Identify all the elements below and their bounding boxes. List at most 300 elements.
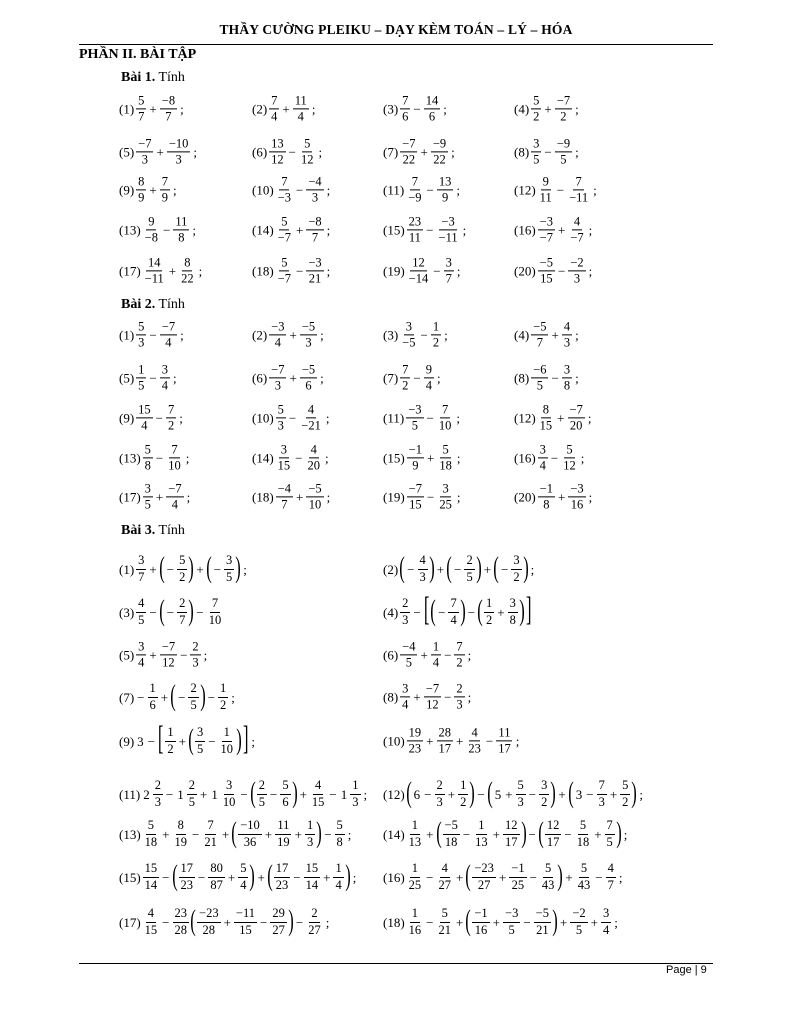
separator: ; [347, 826, 352, 842]
numerator: −3 [439, 215, 456, 230]
exercise-number: (13) [119, 826, 141, 842]
fraction [575, 819, 592, 848]
exercise-number: (16) [514, 450, 536, 466]
fraction [437, 443, 454, 472]
denominator: −7 [277, 230, 291, 245]
bai1-expression [119, 137, 199, 166]
bai2-expression [119, 403, 185, 432]
bai1-expression [383, 215, 468, 244]
denominator: 5 [196, 741, 204, 756]
parenthesis: ) [459, 594, 466, 627]
denominator: 5 [405, 655, 412, 670]
section-text: Tính [155, 70, 185, 85]
denominator: 2 [432, 335, 440, 350]
fraction [218, 682, 228, 711]
denominator: 25 [408, 877, 422, 892]
separator: ; [437, 370, 441, 386]
numerator: 23 [407, 215, 424, 230]
denominator: −7 [277, 271, 291, 286]
numerator: 1 [410, 862, 420, 877]
exercise-number: (10) [252, 410, 274, 426]
operator: + [155, 489, 164, 505]
fraction [400, 137, 417, 166]
numerator: 2 [257, 779, 267, 794]
parenthesis: ( [446, 551, 452, 584]
operator: + [447, 786, 456, 802]
exercise-number: (18) [252, 489, 274, 505]
numerator: −11 [234, 907, 257, 922]
numerator: 5 [531, 94, 541, 109]
separator: ; [443, 101, 447, 117]
fraction [165, 726, 175, 755]
exercise-number: (16) [514, 222, 536, 238]
numerator: −2 [568, 256, 585, 271]
fraction [179, 862, 196, 891]
numerator: −6 [531, 363, 548, 378]
fraction [136, 640, 146, 669]
denominator: 7 [165, 109, 172, 124]
separator: ; [311, 101, 316, 117]
denominator: 14 [305, 877, 319, 892]
numerator: 2 [187, 779, 197, 794]
exercise-number: (9) [119, 182, 135, 198]
bai1-expression [119, 215, 198, 244]
fraction [444, 256, 454, 285]
fraction [601, 907, 611, 936]
numerator: 5 [579, 862, 589, 877]
numerator: 5 [276, 403, 286, 418]
denominator: 8 [144, 458, 151, 473]
operator: − [288, 410, 297, 426]
fraction [136, 554, 146, 583]
numerator: 15 [143, 862, 160, 877]
exercise-number: (14) [252, 450, 274, 466]
numerator: −2 [570, 907, 587, 922]
operator: − [149, 327, 157, 343]
bai2-expression [252, 443, 331, 472]
numerator: 5 [136, 320, 146, 335]
fraction [269, 137, 286, 166]
operator: − [420, 327, 428, 343]
parenthesis: ) [552, 904, 558, 937]
fraction [538, 443, 548, 472]
fraction [407, 482, 424, 511]
numerator: 13 [437, 175, 454, 190]
bai1-expression [252, 256, 332, 285]
denominator: 5 [575, 922, 583, 937]
denominator: −8 [144, 230, 158, 245]
fraction [275, 819, 292, 848]
denominator: 15 [540, 271, 553, 286]
numerator: 1 [410, 819, 420, 834]
exercise-number: (6) [252, 370, 268, 386]
numerator: 3 [279, 443, 289, 458]
denominator: 21 [204, 834, 217, 849]
numerator: −5 [300, 363, 317, 378]
separator: ; [180, 327, 184, 343]
denominator: −5 [402, 335, 416, 350]
operator: − [192, 826, 200, 842]
numerator: 9 [541, 175, 551, 190]
exercise-number: (5) [119, 144, 135, 160]
numerator: 2 [400, 597, 410, 612]
exercise-number: (5) [119, 370, 135, 386]
denominator: −7 [570, 230, 584, 245]
denominator: 4 [425, 378, 433, 393]
parenthesis: ) [557, 859, 564, 892]
operator: − [462, 826, 471, 842]
denominator: 14 [144, 877, 158, 892]
denominator: 3 [436, 794, 443, 809]
parenthesis: ( [486, 776, 493, 809]
bai3-expression [119, 859, 358, 892]
bai3-expression [119, 594, 224, 627]
denominator: 43 [541, 877, 555, 892]
operator: − [178, 689, 186, 705]
operator: + [221, 826, 230, 842]
fraction [276, 403, 286, 432]
parenthesis: ) [475, 551, 482, 584]
denominator: 3 [419, 569, 426, 584]
separator: ; [318, 144, 323, 160]
parenthesis: ( [465, 859, 472, 892]
fraction [407, 862, 424, 891]
denominator: 3 [175, 152, 182, 167]
numerator: 3 [160, 363, 170, 378]
separator: ; [363, 786, 368, 802]
denominator: 9 [441, 190, 449, 205]
fraction [576, 862, 593, 891]
operator: + [227, 869, 236, 885]
operator: + [557, 222, 566, 238]
integer: 6 [413, 786, 421, 802]
operator: + [295, 222, 304, 238]
parenthesis: ) [236, 723, 242, 756]
numerator: 7 [169, 443, 179, 458]
bai2-expression [119, 320, 186, 349]
denominator: 15 [311, 794, 325, 809]
fraction [304, 862, 321, 891]
operator: − [166, 604, 175, 620]
denominator: 7 [138, 569, 145, 584]
denominator: 4 [138, 655, 145, 670]
bai1-expression [383, 137, 457, 166]
bai3-expression [383, 726, 521, 755]
fraction [143, 256, 166, 285]
denominator: 6 [402, 109, 409, 124]
fraction [153, 779, 163, 808]
denominator: 43 [577, 877, 591, 892]
numerator: 11 [275, 819, 291, 834]
fraction [143, 862, 160, 891]
fraction [472, 907, 489, 936]
fraction [606, 862, 616, 891]
parenthesis: ( [465, 904, 472, 937]
fraction [136, 175, 146, 204]
exercise-number: (5) [119, 647, 135, 663]
denominator: 27 [308, 922, 321, 937]
fraction [407, 907, 424, 936]
parenthesis: ( [190, 904, 196, 937]
fraction [437, 482, 454, 511]
numerator: −1 [509, 862, 526, 877]
bai2-expression [119, 363, 179, 392]
denominator: 2 [541, 794, 548, 809]
bai3-expression [119, 720, 257, 758]
numerator: 1 [165, 726, 175, 741]
fraction [531, 94, 541, 123]
denominator: 12 [426, 697, 439, 712]
denominator: 7 [607, 877, 614, 892]
operator: + [149, 182, 157, 198]
denominator: 6 [428, 109, 436, 124]
denominator: 3 [141, 152, 148, 167]
integer: 2 [143, 786, 150, 802]
numerator: 3 [195, 726, 205, 741]
fraction [531, 137, 541, 166]
separator: ; [575, 144, 579, 160]
fraction [555, 137, 572, 166]
operator: + [456, 733, 464, 749]
numerator: 3 [511, 554, 521, 569]
fraction [448, 597, 458, 626]
denominator: 5 [508, 922, 515, 937]
fraction [407, 726, 424, 755]
denominator: 4 [602, 922, 610, 937]
bracket: [ [157, 720, 164, 757]
fraction [443, 819, 460, 848]
fraction [143, 819, 160, 848]
operator: − [162, 869, 170, 885]
operator: + [594, 826, 602, 842]
operator: + [609, 786, 618, 802]
numerator: 2 [454, 682, 464, 697]
operator: − [198, 869, 206, 885]
numerator: 13 [269, 137, 286, 152]
denominator: 3 [192, 655, 199, 670]
fraction [167, 137, 191, 166]
bai2-expression [252, 482, 332, 511]
operator: − [295, 450, 303, 466]
fraction [531, 363, 548, 392]
operator: + [420, 647, 428, 663]
denominator: 7 [445, 271, 452, 286]
numerator: 9 [146, 215, 156, 230]
parenthesis: ) [631, 776, 638, 809]
fraction [540, 862, 557, 891]
numerator: 5 [440, 443, 450, 458]
bai3-expression [383, 640, 473, 669]
parenthesis: ) [199, 679, 206, 712]
numerator: 1 [136, 363, 146, 378]
denominator: 3 [277, 418, 284, 433]
operator: − [180, 647, 188, 663]
denominator: 21 [308, 271, 322, 286]
numerator: −8 [160, 94, 177, 109]
denominator: 17 [498, 741, 511, 756]
numerator: −4 [276, 482, 293, 497]
numerator: 4 [469, 726, 479, 741]
numerator: 3 [531, 137, 541, 152]
numerator: 3 [601, 907, 611, 922]
bai2-expression [514, 363, 581, 392]
bai2-expression [514, 482, 594, 511]
fraction [568, 256, 585, 285]
numerator: 2 [464, 554, 474, 569]
fraction [538, 175, 554, 204]
parenthesis: ) [616, 816, 622, 849]
numerator: 9 [424, 363, 434, 378]
bai3-expression [383, 904, 620, 937]
denominator: 12 [301, 152, 314, 167]
numerator: 3 [400, 682, 410, 697]
exercise-number: (8) [383, 689, 399, 705]
bracket: ] [525, 591, 532, 628]
exercise-number: (17) [119, 263, 141, 279]
fraction [538, 215, 555, 244]
operator: + [223, 914, 231, 930]
bai2-expression [252, 320, 326, 349]
operator: + [558, 786, 566, 802]
numerator: −3 [503, 907, 520, 922]
fraction [458, 779, 468, 808]
exercise-number: (1) [119, 561, 135, 577]
denominator: −11 [569, 190, 589, 205]
fraction [143, 482, 153, 511]
numerator: 5 [280, 779, 290, 794]
numerator: −7 [424, 682, 441, 697]
operator: + [544, 101, 552, 117]
fraction [202, 819, 219, 848]
parenthesis: ) [188, 594, 195, 627]
fraction [437, 907, 454, 936]
fraction [160, 320, 177, 349]
numerator: 8 [541, 403, 551, 418]
numerator: 2 [309, 907, 319, 922]
fraction [238, 819, 262, 848]
fraction [136, 403, 153, 432]
denominator: 23 [180, 877, 194, 892]
denominator: 5 [466, 569, 473, 584]
parenthesis: ( [159, 551, 165, 584]
separator: ; [203, 647, 208, 663]
denominator: 5 [190, 697, 197, 712]
separator: ; [198, 263, 203, 279]
denominator: 20 [307, 458, 321, 473]
exercise-number: (15) [383, 222, 405, 238]
operator: + [505, 786, 513, 802]
separator: ; [179, 410, 183, 426]
fraction [350, 779, 360, 808]
exercise-number: (2) [252, 101, 268, 117]
numerator: 7 [410, 175, 420, 190]
denominator: −3 [277, 190, 291, 205]
numerator: 14 [146, 256, 163, 271]
fraction [620, 779, 630, 808]
bai1-expression [252, 137, 324, 166]
fraction [276, 482, 293, 511]
numerator: −7 [136, 137, 153, 152]
separator: ; [614, 914, 618, 930]
denominator: 4 [432, 655, 440, 670]
numerator: 3 [508, 597, 518, 612]
operator: − [444, 689, 452, 705]
denominator: 21 [438, 922, 452, 937]
fraction [173, 215, 189, 244]
operator: − [155, 450, 164, 466]
fraction [221, 779, 238, 808]
fraction [400, 363, 410, 392]
bai1-expression [119, 175, 179, 204]
denominator: −7 [539, 230, 553, 245]
numerator: 2 [188, 682, 198, 697]
fraction [136, 137, 153, 166]
denominator: 15 [144, 922, 158, 937]
numerator: 8 [182, 256, 192, 271]
denominator: 13 [408, 834, 422, 849]
bai1-expression [252, 175, 332, 204]
exercise-number: (1) [119, 101, 135, 117]
denominator: 8 [178, 230, 185, 245]
fraction [437, 726, 454, 755]
numerator: 5 [620, 779, 630, 794]
fraction [207, 597, 224, 626]
parenthesis: ( [171, 859, 178, 892]
denominator: 10 [438, 418, 452, 433]
denominator: 8 [509, 612, 516, 627]
separator: ; [444, 327, 448, 343]
parenthesis: ( [567, 776, 574, 809]
section-label: Bài 2. [121, 297, 156, 312]
fraction [276, 175, 293, 204]
denominator: 3 [305, 335, 312, 350]
denominator: 7 [138, 109, 145, 124]
numerator: 1 [350, 779, 360, 794]
parenthesis: ) [288, 904, 294, 937]
operator: + [282, 101, 290, 117]
separator: ; [325, 410, 330, 426]
operator: − [426, 869, 434, 885]
exercise-number: (20) [514, 489, 536, 505]
fraction [437, 862, 454, 891]
denominator: 6 [282, 794, 289, 809]
fraction [306, 215, 323, 244]
fraction [437, 215, 460, 244]
fraction [300, 363, 317, 392]
denominator: 5 [188, 794, 196, 809]
bai1-expression [252, 215, 332, 244]
numerator: 8 [176, 819, 186, 834]
operator: + [426, 450, 435, 466]
numerator: −7 [160, 640, 177, 655]
numerator: 2 [190, 640, 200, 655]
bai2-expression [119, 482, 192, 511]
numerator: −10 [238, 819, 262, 834]
header-rule [79, 44, 713, 45]
separator: ; [456, 263, 461, 279]
numerator: 5 [578, 819, 588, 834]
numerator: 5 [335, 819, 345, 834]
operator: − [426, 410, 434, 426]
fraction [555, 94, 572, 123]
denominator: 3 [563, 335, 571, 350]
fraction [274, 862, 291, 891]
exercise-number: (12) [383, 786, 405, 802]
numerator: 7 [279, 175, 289, 190]
numerator: 12 [545, 819, 562, 834]
operator: − [293, 869, 301, 885]
numerator: 1 [431, 320, 441, 335]
